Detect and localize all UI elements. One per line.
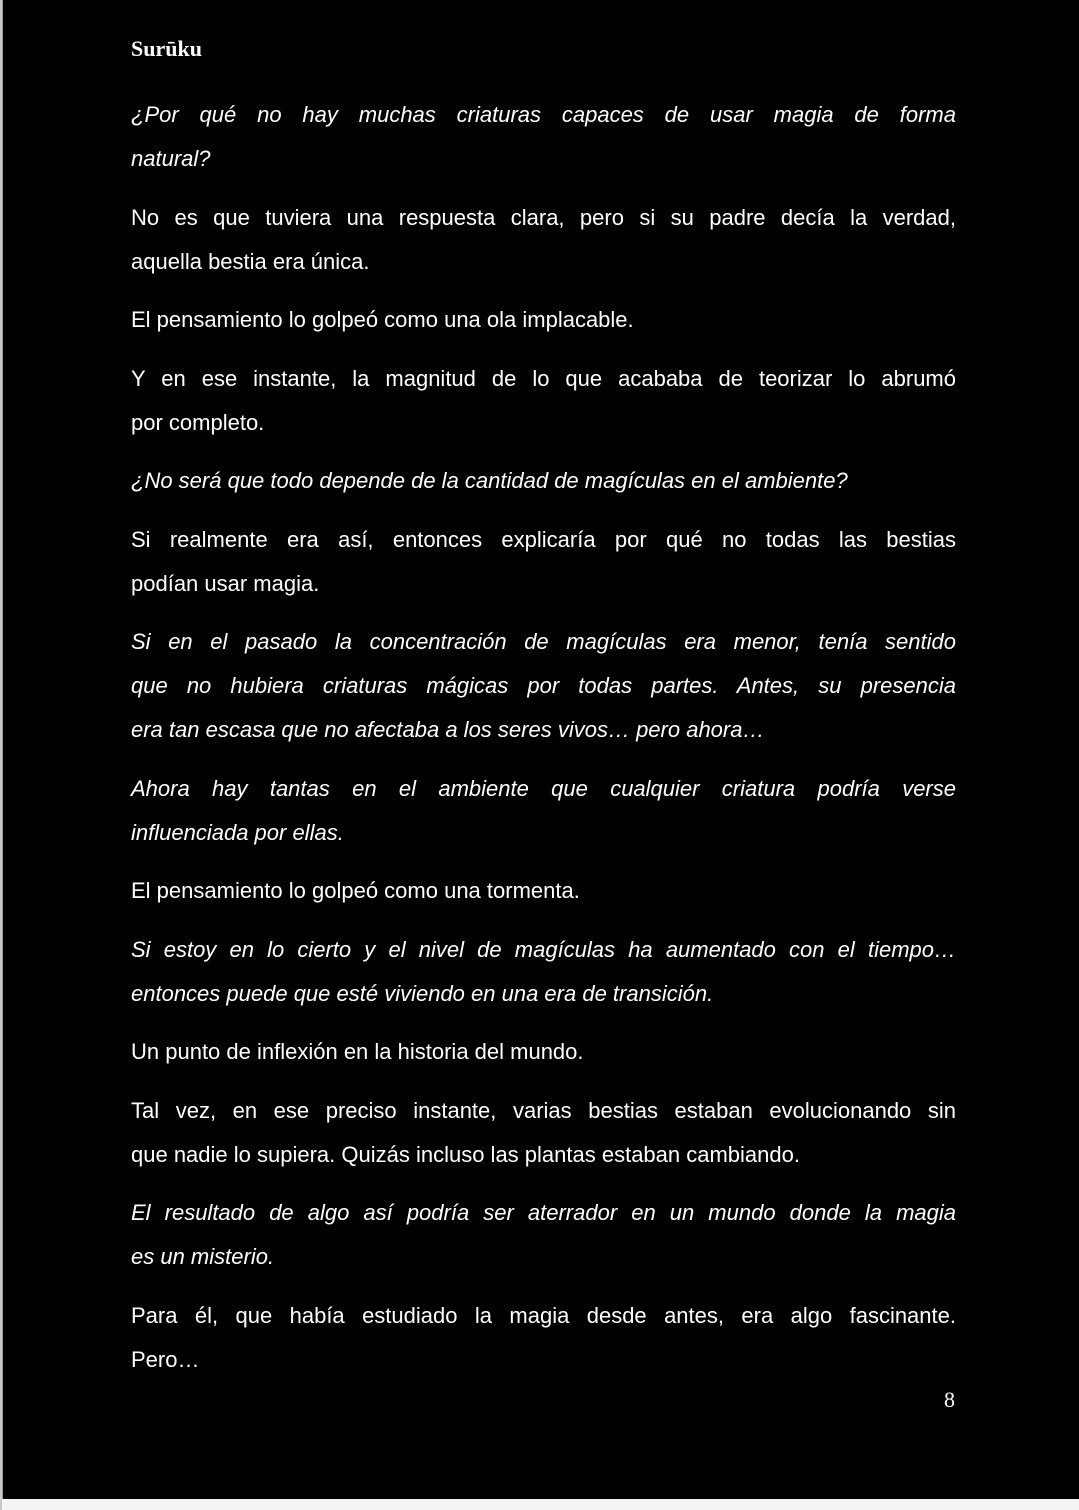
text-line: influenciada por ellas. — [131, 819, 344, 845]
text-line: El resultado de algo así podría ser aterrador en un mundo donde la magia — [131, 1200, 956, 1225]
text-line: Tal vez, en ese preciso instante, varias bestias estaban evolucionando sin — [131, 1097, 956, 1123]
page-number: 8 — [944, 1387, 955, 1412]
narrative-paragraph — [131, 196, 956, 284]
text-line: aquella bestia era única. — [131, 248, 370, 274]
text-line: El pensamiento lo golpeó como una ola implacable. — [131, 307, 634, 332]
text-line: Si estoy en lo cierto y el nivel de magículas ha aumentado con el tiempo… — [131, 936, 956, 962]
text-line: por completo. — [131, 409, 265, 435]
body-text — [131, 93, 956, 1396]
text-line: El pensamiento lo golpeó como una tormenta. — [131, 878, 580, 903]
running-header-title: Surūku — [131, 36, 202, 61]
text-line: Y en ese instante, la magnitud de lo que acababa de teorizar lo abrumó — [131, 365, 956, 391]
text-line: natural? — [131, 146, 211, 171]
text-line: Ahora hay tantas en el ambiente que cualquier criatura podría verse — [131, 775, 956, 801]
narrative-paragraph — [131, 1030, 956, 1074]
text-line: ¿Por qué no hay muchas criaturas capaces de usar magia de forma — [131, 102, 956, 127]
narrative-paragraph — [131, 298, 956, 342]
narrative-paragraph — [131, 518, 956, 606]
italic-thought-paragraph — [131, 767, 956, 855]
narrative-paragraph — [131, 869, 956, 913]
text-line: entonces puede que esté viviendo en una era de transición. — [131, 980, 714, 1006]
text-line: es un misterio. — [131, 1244, 275, 1269]
narrative-paragraph — [131, 1294, 956, 1382]
text-line: que nadie lo supiera. Quizás incluso las plantas estaban cambiando. — [131, 1141, 800, 1167]
text-line: ¿No será que todo depende de la cantidad de magículas en el ambiente? — [131, 468, 848, 493]
italic-thought-paragraph — [131, 93, 956, 181]
narrative-paragraph — [131, 1089, 956, 1177]
text-line: Un punto de inflexión en la historia del mundo. — [131, 1039, 584, 1064]
narrative-paragraph — [131, 357, 956, 445]
text-line: Si realmente era así, entonces explicaría por qué no todas las bestias — [131, 526, 956, 552]
text-line: Para él, que había estudiado la magia desde antes, era algo fascinante. — [131, 1302, 956, 1328]
text-line: Pero… — [131, 1346, 200, 1372]
document-page — [2, 0, 1079, 1499]
italic-thought-paragraph — [131, 1191, 956, 1279]
text-line: era tan escasa que no afectaba a los seres vivos… pero ahora… — [131, 717, 765, 742]
text-line: Si en el pasado la concentración de magículas era menor, tenía sentido — [131, 629, 956, 654]
text-line: que no hubiera criaturas mágicas por todas partes. Antes, su presencia — [131, 673, 956, 698]
italic-thought-paragraph — [131, 459, 956, 503]
italic-thought-paragraph — [131, 928, 956, 1016]
text-line: No es que tuviera una respuesta clara, pero si su padre decía la verdad, — [131, 204, 956, 230]
italic-thought-paragraph — [131, 620, 956, 752]
text-line: podían usar magia. — [131, 570, 320, 596]
